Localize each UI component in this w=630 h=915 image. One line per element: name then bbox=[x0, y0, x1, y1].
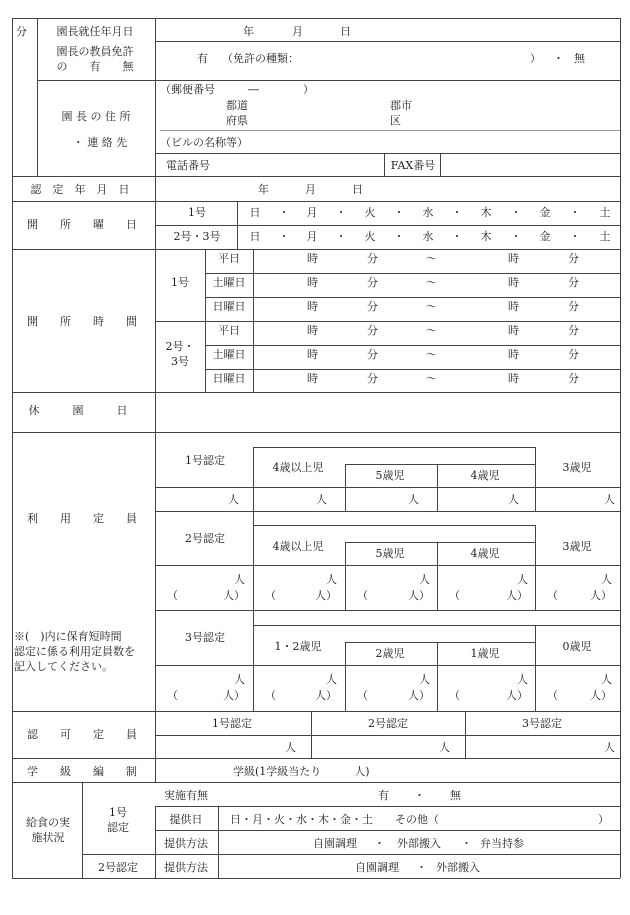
license-dot: ・ bbox=[553, 52, 564, 65]
capacity-note-2: 認定に係る利用定員数を bbox=[14, 645, 135, 658]
hours-day-type: 日曜日 bbox=[212, 300, 246, 313]
hours-day-type: 平日 bbox=[218, 324, 240, 337]
cap-g3-age12: 1・2歳児 bbox=[274, 640, 322, 653]
hours-day-type: 土曜日 bbox=[212, 348, 246, 361]
hours-ji: 時 bbox=[508, 252, 519, 265]
meal-dot-3: ・ bbox=[461, 837, 472, 850]
principal-address-label-2: ・ 連 絡 先 bbox=[72, 136, 128, 149]
grid-line-v bbox=[12, 18, 13, 878]
hours-tilde: ～ bbox=[426, 300, 437, 313]
meal-bento: 弁当持参 bbox=[480, 837, 524, 850]
hours-fun: 分 bbox=[367, 300, 378, 313]
meal-days: 日・月・火・水・木・金・土 その他（ bbox=[230, 813, 439, 826]
weekday-sep: ・ bbox=[510, 230, 522, 243]
grid-line-h bbox=[205, 273, 620, 274]
cap-unit: 人 bbox=[234, 673, 245, 686]
grid-line-h bbox=[12, 782, 620, 783]
grid-line-h bbox=[205, 345, 620, 346]
license-close: ） bbox=[530, 52, 541, 65]
meal-outside-2: 外部搬入 bbox=[436, 861, 480, 874]
address-guide-line bbox=[160, 130, 620, 131]
meal-days-close: ） bbox=[598, 813, 609, 826]
cap-g2-age4: 4歳児 bbox=[470, 547, 500, 560]
cap-paren-close: 人） bbox=[506, 589, 528, 602]
license-yes: 有 bbox=[197, 52, 208, 65]
weekday-cell: 月 bbox=[306, 206, 318, 219]
weekday-sep: ・ bbox=[451, 206, 463, 219]
meal-provide-day-label: 提供日 bbox=[169, 813, 203, 826]
principal-license-label-2: の 有 無 bbox=[56, 60, 134, 73]
hours-tilde: ～ bbox=[426, 372, 437, 385]
grid-line-h bbox=[155, 41, 620, 42]
weekday-sep: ・ bbox=[393, 230, 405, 243]
weekday-sep: ・ bbox=[278, 230, 290, 243]
meal-own-2: 自園調理 bbox=[355, 861, 399, 874]
grid-line-h bbox=[205, 369, 620, 370]
cap-paren-close: 人） bbox=[590, 689, 612, 702]
hours-ji: 時 bbox=[508, 276, 519, 289]
postal-code: （郵便番号 ― ） bbox=[160, 83, 314, 96]
hours-group-2b: 3号 bbox=[171, 355, 189, 368]
certified-month: 月 bbox=[305, 183, 316, 196]
grid-line-h bbox=[253, 447, 535, 448]
meal-g1b: 認定 bbox=[107, 821, 129, 834]
cap-g1-label: 1号認定 bbox=[185, 454, 225, 467]
cap-paren-open: （ bbox=[167, 589, 178, 602]
cap-g1-age4: 4歳児 bbox=[470, 469, 500, 482]
weekday-cell: 月 bbox=[306, 230, 318, 243]
meal-g2: 2号認定 bbox=[98, 861, 138, 874]
cap-paren-open: （ bbox=[357, 589, 368, 602]
permit-capacity-label: 認 可 定 員 bbox=[27, 728, 137, 741]
principal-license-label-1: 園長の教員免許 bbox=[56, 45, 134, 58]
cap-paren-open: （ bbox=[357, 689, 368, 702]
cap-paren-close: 人） bbox=[590, 589, 612, 602]
grid-line-h bbox=[12, 201, 620, 202]
hours-tilde: ～ bbox=[426, 252, 437, 265]
hours-tilde: ～ bbox=[426, 348, 437, 361]
grid-line-h bbox=[345, 642, 535, 643]
weekday-sep: ・ bbox=[569, 230, 581, 243]
grid-line-v bbox=[437, 642, 438, 711]
grid-line-h bbox=[12, 758, 620, 759]
cap-g1-unit-4: 人 bbox=[508, 493, 519, 506]
weekday-cell: 火 bbox=[364, 230, 376, 243]
meal-own-1: 自園調理 bbox=[313, 837, 357, 850]
open-days-label: 開 所 曜 日 bbox=[27, 218, 137, 231]
hours-fun: 分 bbox=[568, 276, 579, 289]
principal-term-day: 日 bbox=[340, 25, 351, 38]
certified-day: 日 bbox=[352, 183, 363, 196]
meal-label-1: 給食の実 bbox=[26, 816, 70, 829]
weekday-sep: ・ bbox=[335, 206, 347, 219]
grid-line-h bbox=[155, 665, 620, 666]
grid-line-h bbox=[155, 511, 620, 512]
cap-paren-close: 人） bbox=[223, 689, 245, 702]
open-days-row-1: 1号 bbox=[188, 206, 206, 219]
grid-line-h bbox=[253, 525, 535, 526]
class-org-label: 学 級 編 制 bbox=[27, 765, 137, 778]
cap-g1-unit-2: 人 bbox=[316, 493, 327, 506]
weekday-cell: 木 bbox=[480, 206, 492, 219]
grid-line-h bbox=[253, 625, 535, 626]
capacity-label: 利 用 定 員 bbox=[27, 512, 137, 525]
cap-unit: 人 bbox=[601, 673, 612, 686]
meal-g1a: 1号 bbox=[109, 806, 127, 819]
meal-label-2: 施状況 bbox=[31, 831, 65, 844]
grid-line-h bbox=[345, 464, 535, 465]
license-type: （免許の種類： bbox=[222, 52, 299, 65]
weekday-sep: ・ bbox=[393, 206, 405, 219]
weekday-sep: ・ bbox=[278, 206, 290, 219]
permit-g1: 1号認定 bbox=[212, 717, 252, 730]
principal-term-month: 月 bbox=[292, 25, 303, 38]
license-no: 無 bbox=[574, 52, 585, 65]
grid-line-v bbox=[535, 625, 536, 711]
hours-group-2a: 2号・ bbox=[165, 340, 195, 353]
grid-line-h bbox=[12, 878, 620, 879]
cap-g3-age0: 0歳児 bbox=[562, 640, 592, 653]
grid-line-h bbox=[12, 18, 620, 19]
cap-g1-unit-5: 人 bbox=[604, 493, 615, 506]
grid-line-v bbox=[437, 464, 438, 511]
grid-line-h bbox=[37, 80, 620, 81]
meal-dot-2: ・ bbox=[374, 837, 385, 850]
grid-line-v bbox=[535, 447, 536, 511]
grid-line-h bbox=[155, 830, 620, 831]
grid-line-v bbox=[253, 447, 254, 711]
cap-paren-open: （ bbox=[167, 689, 178, 702]
permit-unit-3: 人 bbox=[604, 741, 615, 754]
meal-dot-4: ・ bbox=[416, 861, 427, 874]
weekday-cell: 日 bbox=[249, 206, 261, 219]
permit-g2: 2号認定 bbox=[368, 717, 408, 730]
grid-line-v bbox=[155, 806, 156, 878]
grid-line-v bbox=[345, 464, 346, 511]
weekday-cell: 金 bbox=[539, 206, 551, 219]
grid-line-h bbox=[155, 735, 620, 736]
cap-paren-open: （ bbox=[449, 689, 460, 702]
certified-year: 年 bbox=[258, 183, 269, 196]
cap-g1-unit-1: 人 bbox=[228, 493, 239, 506]
hours-tilde: ～ bbox=[426, 276, 437, 289]
hours-ji: 時 bbox=[307, 324, 318, 337]
grid-line-v bbox=[237, 201, 238, 249]
todo-label: 都道 bbox=[226, 99, 248, 112]
hours-fun: 分 bbox=[568, 252, 579, 265]
grid-line-v bbox=[37, 18, 38, 176]
gunshi-label: 郡市 bbox=[390, 99, 412, 112]
hours-fun: 分 bbox=[568, 348, 579, 361]
grid-line-v bbox=[465, 711, 466, 758]
open-days-row-2: 2号・3号 bbox=[173, 230, 221, 243]
meal-no: 無 bbox=[450, 789, 461, 802]
cap-g2-age5: 5歳児 bbox=[375, 547, 405, 560]
hours-fun: 分 bbox=[568, 324, 579, 337]
cap-paren-close: 人） bbox=[315, 689, 337, 702]
grid-line-h bbox=[155, 225, 620, 226]
cap-paren-open: （ bbox=[449, 589, 460, 602]
bun-label: 分 bbox=[16, 25, 27, 38]
cap-g2-label: 2号認定 bbox=[185, 532, 225, 545]
cap-paren-open: （ bbox=[265, 589, 276, 602]
open-hours-label: 開 所 時 間 bbox=[27, 315, 137, 328]
weekday-cell: 日 bbox=[249, 230, 261, 243]
grid-line-h bbox=[155, 321, 620, 322]
hours-fun: 分 bbox=[367, 348, 378, 361]
cap-paren-open: （ bbox=[547, 689, 558, 702]
hours-group-1: 1号 bbox=[171, 276, 189, 289]
cap-unit: 人 bbox=[326, 673, 337, 686]
fax-label: FAX番号 bbox=[390, 159, 436, 172]
hours-fun: 分 bbox=[367, 252, 378, 265]
grid-line-v bbox=[155, 18, 156, 782]
principal-term-year: 年 bbox=[243, 25, 254, 38]
grid-line-h bbox=[12, 176, 620, 177]
weekday-cell: 土 bbox=[599, 206, 611, 219]
permit-g3: 3号認定 bbox=[522, 717, 562, 730]
building-label: （ビルの名称等） bbox=[160, 136, 248, 149]
meal-yes: 有 bbox=[378, 789, 389, 802]
capacity-note-3: 記入してください。 bbox=[14, 660, 113, 673]
grid-line-v bbox=[218, 806, 219, 878]
cap-g1-age3: 3歳児 bbox=[562, 461, 592, 474]
grid-line-h bbox=[155, 153, 620, 154]
cap-paren-close: 人） bbox=[408, 689, 430, 702]
cap-unit: 人 bbox=[419, 673, 430, 686]
hours-fun: 分 bbox=[568, 300, 579, 313]
hours-fun: 分 bbox=[568, 372, 579, 385]
grid-line-v bbox=[345, 542, 346, 610]
hours-day-type: 土曜日 bbox=[212, 276, 246, 289]
phone-label: 電話番号 bbox=[166, 159, 210, 172]
grid-line-h bbox=[345, 542, 535, 543]
hours-fun: 分 bbox=[367, 276, 378, 289]
weekday-cell: 火 bbox=[364, 206, 376, 219]
cap-unit: 人 bbox=[234, 573, 245, 586]
grid-line-h bbox=[12, 249, 620, 250]
hours-ji: 時 bbox=[307, 252, 318, 265]
grid-line-h bbox=[205, 297, 620, 298]
cap-paren-close: 人） bbox=[408, 589, 430, 602]
cap-unit: 人 bbox=[517, 573, 528, 586]
hours-fun: 分 bbox=[367, 324, 378, 337]
meal-implemented-label: 実施有無 bbox=[164, 789, 208, 802]
ku-label: 区 bbox=[390, 114, 401, 127]
cap-paren-close: 人） bbox=[315, 589, 337, 602]
hours-ji: 時 bbox=[508, 348, 519, 361]
certified-date-label: 認 定 年 月 日 bbox=[30, 183, 130, 196]
cap-g1-age5: 5歳児 bbox=[375, 469, 405, 482]
grid-line-v bbox=[311, 711, 312, 758]
capacity-note-1: ※( )内に保育短時間 bbox=[14, 630, 122, 643]
weekday-cell: 木 bbox=[480, 230, 492, 243]
grid-line-h bbox=[12, 392, 620, 393]
cap-g3-age2: 2歳児 bbox=[375, 647, 405, 660]
grid-line-h bbox=[12, 432, 620, 433]
hours-fun: 分 bbox=[367, 372, 378, 385]
hours-ji: 時 bbox=[307, 348, 318, 361]
hours-ji: 時 bbox=[508, 300, 519, 313]
grid-line-h bbox=[155, 487, 620, 488]
weekday-sep: ・ bbox=[510, 206, 522, 219]
cap-paren-close: 人） bbox=[506, 689, 528, 702]
cap-paren-close: 人） bbox=[223, 589, 245, 602]
cap-paren-open: （ bbox=[547, 589, 558, 602]
meal-dot: ・ bbox=[414, 789, 425, 802]
fuken-label: 府県 bbox=[226, 114, 248, 127]
grid-line-v bbox=[345, 642, 346, 711]
permit-unit-2: 人 bbox=[439, 741, 450, 754]
grid-line-v bbox=[253, 249, 254, 392]
grid-line-v bbox=[440, 153, 441, 176]
weekday-sep: ・ bbox=[451, 230, 463, 243]
weekday-cell: 金 bbox=[539, 230, 551, 243]
cap-unit: 人 bbox=[419, 573, 430, 586]
grid-line-v bbox=[437, 542, 438, 610]
grid-line-v bbox=[82, 782, 83, 878]
grid-line-v bbox=[384, 153, 385, 176]
hours-ji: 時 bbox=[307, 276, 318, 289]
grid-line-h bbox=[12, 711, 620, 712]
cap-unit: 人 bbox=[517, 673, 528, 686]
principal-term-label: 園長就任年月日 bbox=[56, 25, 134, 38]
cap-g3-label: 3号認定 bbox=[185, 631, 225, 644]
weekday-sep: ・ bbox=[569, 206, 581, 219]
hours-ji: 時 bbox=[307, 372, 318, 385]
holidays-label: 休 園 日 bbox=[28, 404, 128, 417]
grid-line-h bbox=[82, 854, 620, 855]
weekday-cell: 土 bbox=[599, 230, 611, 243]
grid-line-v bbox=[620, 18, 621, 878]
cap-paren-open: （ bbox=[265, 689, 276, 702]
cap-g1-unit-3: 人 bbox=[408, 493, 419, 506]
meal-outside-1: 外部搬入 bbox=[397, 837, 441, 850]
grid-line-v bbox=[205, 249, 206, 392]
grid-line-h bbox=[155, 565, 620, 566]
meal-method-label-1: 提供方法 bbox=[164, 837, 208, 850]
hours-day-type: 平日 bbox=[218, 252, 240, 265]
hours-day-type: 日曜日 bbox=[212, 372, 246, 385]
cap-g2-age3: 3歳児 bbox=[562, 540, 592, 553]
grid-line-h bbox=[535, 625, 620, 626]
weekday-cell: 水 bbox=[422, 230, 434, 243]
grid-line-v bbox=[535, 525, 536, 610]
grid-line-h bbox=[155, 610, 620, 611]
grid-line-h bbox=[155, 806, 620, 807]
cap-unit: 人 bbox=[326, 573, 337, 586]
hours-ji: 時 bbox=[508, 324, 519, 337]
weekday-sep: ・ bbox=[335, 230, 347, 243]
cap-unit: 人 bbox=[601, 573, 612, 586]
hours-ji: 時 bbox=[307, 300, 318, 313]
cap-g1-over4: 4歳以上児 bbox=[272, 461, 324, 474]
class-org-text: 学級(1学級当たり 人) bbox=[233, 765, 370, 778]
hours-tilde: ～ bbox=[426, 324, 437, 337]
cap-g3-age1: 1歳児 bbox=[470, 647, 500, 660]
weekday-cell: 水 bbox=[422, 206, 434, 219]
meal-method-label-2: 提供方法 bbox=[164, 861, 208, 874]
hours-ji: 時 bbox=[508, 372, 519, 385]
principal-address-label-1: 園 長 の 住 所 bbox=[61, 110, 131, 123]
cap-g2-over4: 4歳以上児 bbox=[272, 540, 324, 553]
permit-unit-1: 人 bbox=[285, 741, 296, 754]
